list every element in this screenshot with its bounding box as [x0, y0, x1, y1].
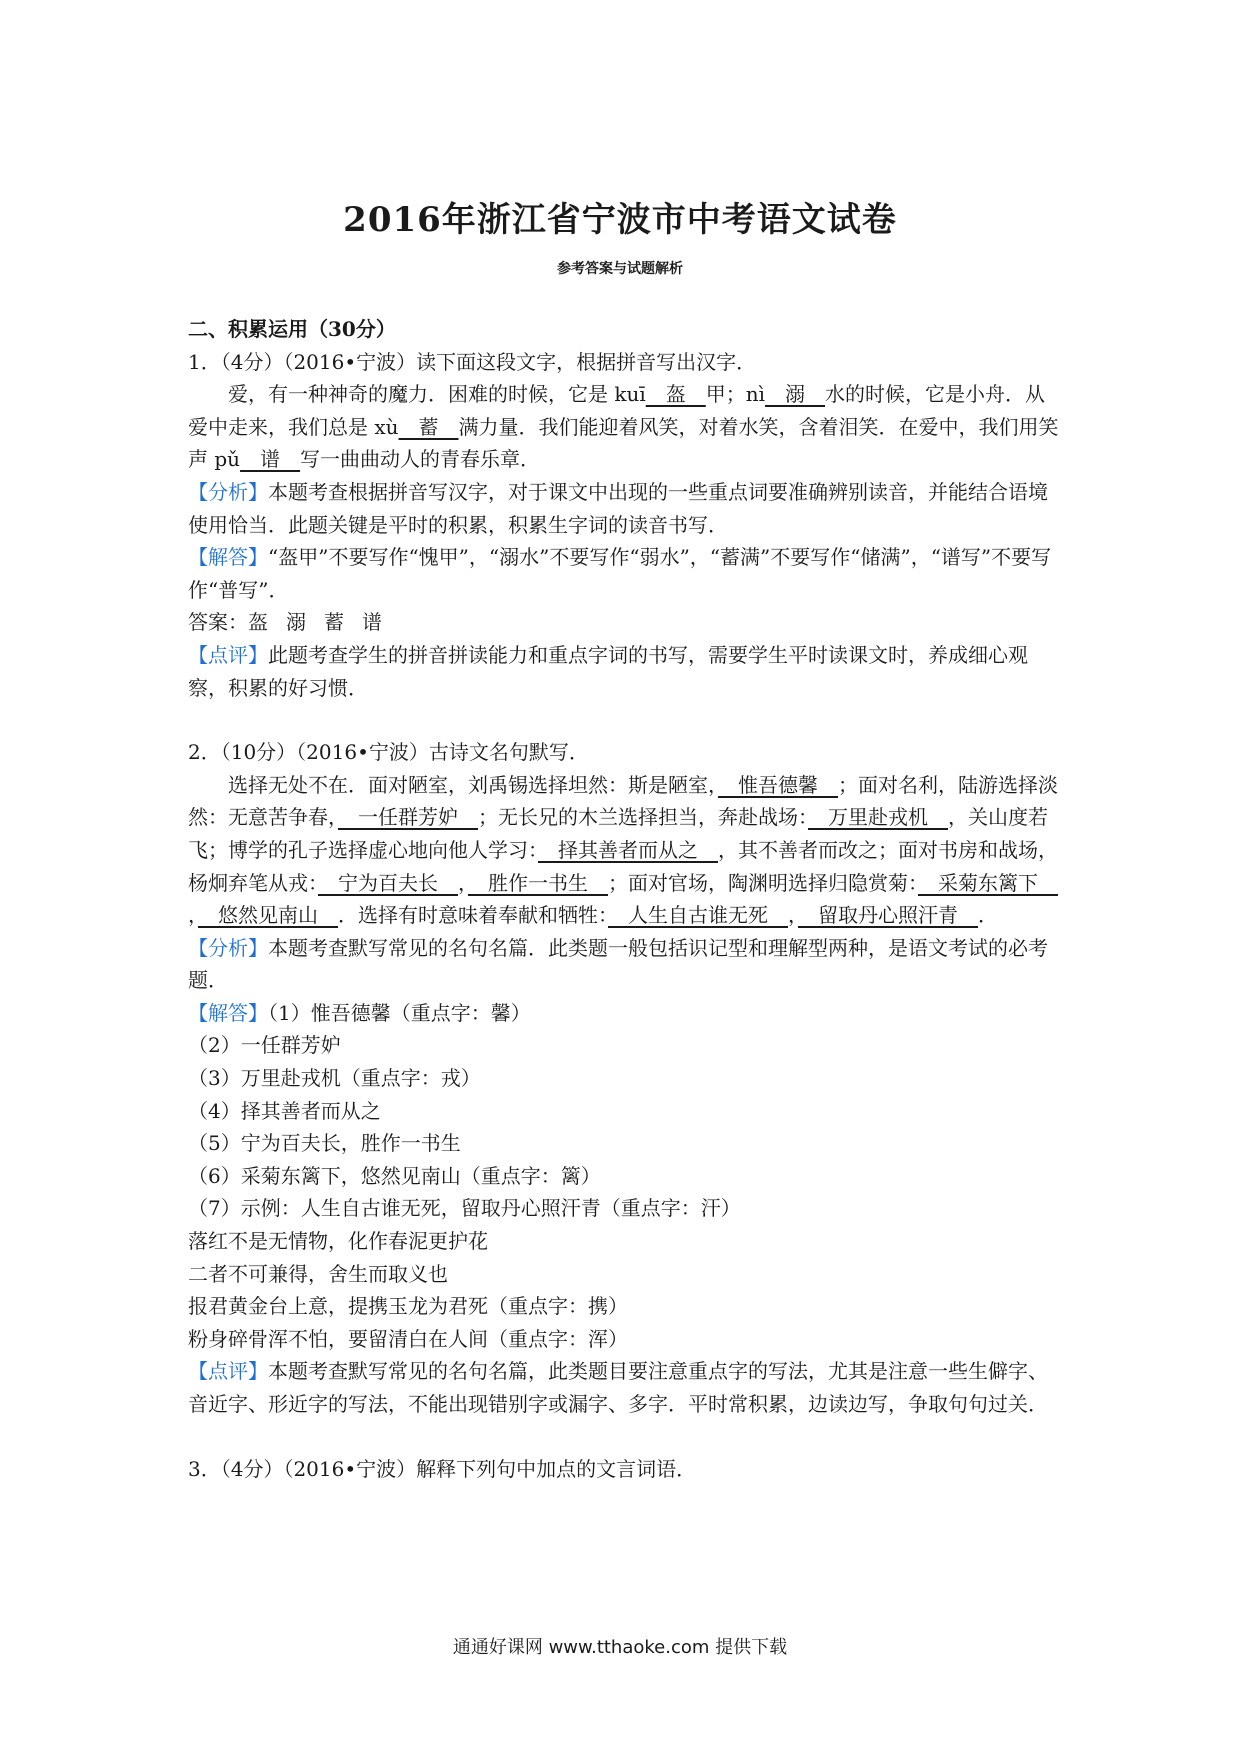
q1-answers	[188, 606, 1060, 639]
q2-text: ；无长兄的木兰选择担当，奔赴战场：	[478, 805, 808, 830]
q1-heading: 1．（4分）（2016•宁波）读下面这段文字，根据拼音写出汉字．	[188, 349, 757, 374]
q2-text: ，	[458, 870, 468, 895]
q2-answer-blank: 择其善者而从之	[538, 837, 718, 862]
q2-passage	[188, 769, 1060, 932]
section-heading: 二、积累运用（30分）	[188, 317, 396, 341]
solution-line: （7）示例：人生自古谁无死，留取丹心照汗青（重点字：汗）	[188, 1196, 741, 1221]
q2-answer-blank: 采菊东篱下	[918, 870, 1058, 895]
q2-answer-blank: 惟吾德馨	[718, 772, 838, 797]
q2-answer-blank: 万里赴戎机	[808, 805, 948, 830]
solution-line: （3）万里赴戎机（重点字：戎）	[188, 1066, 481, 1091]
page-title: 2016年浙江省宁波市中考语文试卷	[343, 200, 897, 240]
analysis-tag: 【分析】	[188, 479, 268, 504]
analysis-text: 本题考查根据拼音写汉字，对于课文中出现的一些重点词要准确辨别读音，并能结合语境使用恰当．此题关键是平时的积累，积累生字词的读音书写．	[188, 479, 1048, 537]
q3-heading: 3．（4分）（2016•宁波）解释下列句中加点的文言词语．	[188, 1456, 697, 1481]
q1-text: 甲；nì	[705, 382, 766, 407]
q2-text: ．	[978, 903, 998, 928]
q1-passage	[188, 378, 1060, 476]
solution-line: 落红不是无情物，化作春泥更护花	[188, 1229, 488, 1254]
solution-line: 二者不可兼得，舍生而取义也	[188, 1261, 448, 1286]
comment-text: 本题考查默写常见的名句名篇，此类题目要注意重点字的写法，尤其是注意一些生僻字、音近字、形近字的写法，不能出现错别字或漏字、多字．平时常积累，边读边写，争取句句过关．	[188, 1359, 1048, 1416]
q2-answer-blank: 宁为百夫长	[318, 870, 458, 895]
analysis-tag: 【分析】	[188, 935, 268, 960]
q2-text: ；面对官场，陶渊明选择归隐赏菊：	[608, 870, 918, 895]
q2-analysis	[188, 932, 1060, 997]
comment-tag: 【点评】	[188, 1359, 268, 1384]
q1-text: 水的时候，它是小舟．从爱中走来，我们总是 xù	[188, 382, 1046, 439]
q2-solution	[188, 997, 1060, 1030]
comment-tag: 【点评】	[188, 642, 268, 667]
q2-comment	[188, 1355, 1060, 1420]
analysis-text: 本题考查默写常见的名句名篇．此类题一般包括识记型和理解型两种，是语文考试的必考题．	[188, 935, 1048, 993]
q1-text: 爱，有一种神奇的魔力．困难的时候，它是 kuī	[228, 382, 646, 407]
q2-answer-blank: 留取丹心照汗青	[798, 903, 978, 928]
spacer	[188, 704, 1060, 736]
q2-text: ，	[188, 903, 198, 928]
q1-text: 写一曲曲动人的青春乐章．	[300, 447, 541, 472]
solution-tag: 【解答】	[188, 545, 268, 570]
solution-tag: 【解答】	[188, 1000, 268, 1025]
q2-answer-blank: 一任群芳妒	[338, 805, 478, 830]
answer-char: 盔	[248, 610, 268, 635]
solution-line: 粉身碎骨浑不怕，要留清白在人间（重点字：浑）	[188, 1326, 628, 1351]
q2-text: ，关山度若飞；博学的孔子选择虚心地向他人学习：	[188, 805, 1048, 862]
q2-answer-blank: 胜作一书生	[468, 870, 608, 895]
spacer	[188, 1421, 1060, 1453]
q2-text: 选择无处不在．面对陋室，刘禹锡选择坦然：斯是陋室，	[228, 772, 718, 797]
answer-char: 谱	[362, 610, 382, 635]
q2-text: ，	[788, 903, 798, 928]
q1-answer-blank: 蓄	[398, 414, 459, 439]
page-footer: 通通好课网 www.tthaoke.com 提供下载	[452, 1637, 788, 1658]
q1-analysis	[188, 476, 1060, 541]
q2-text: ．选择有时意味着奉献和牺牲：	[338, 903, 608, 928]
q1-answer-blank: 溺	[765, 382, 826, 407]
solution-line: （1）惟吾德馨（重点字：馨）	[268, 1000, 531, 1025]
answer-label: 答案：	[188, 610, 248, 635]
q1-comment	[188, 639, 1060, 704]
q1-answer-blank: 盔	[645, 382, 706, 407]
q1-text: 满力量．我们能迎着风笑，对着水笑，含着泪笑．在爱中，我们用笑声 pǔ	[188, 414, 1059, 472]
q1-answer-blank: 谱	[240, 447, 301, 472]
answer-char: 蓄	[324, 610, 344, 635]
document-body	[188, 313, 1060, 1485]
page-subtitle: 参考答案与试题解析	[557, 261, 683, 277]
q2-answer-blank: 悠然见南山	[198, 903, 338, 928]
q1-solution	[188, 541, 1060, 606]
q2-heading: 2．（10分）（2016•宁波）古诗文名句默写．	[188, 740, 589, 765]
solution-line: （2）一任群芳妒	[188, 1033, 341, 1058]
solution-line: 报君黄金台上意，提携玉龙为君死（重点字：携）	[188, 1294, 628, 1319]
q2-answer-blank: 人生自古谁无死	[608, 903, 788, 928]
answer-char: 溺	[286, 610, 306, 635]
q2-text: ；面对名利，陆游选择淡然：无意苦争春，	[188, 772, 1058, 830]
solution-text: “盔甲”不要写作“愧甲”，“溺水”不要写作“弱水”，“蓄满”不要写作“储满”，“谱写”不要写作“普写”．	[188, 545, 1052, 602]
solution-line: （6）采菊东篱下，悠然见南山（重点字：篱）	[188, 1163, 601, 1188]
solution-line: （5）宁为百夫长，胜作一书生	[188, 1131, 461, 1156]
q2-text: ，其不善者而改之；面对书房和战场，杨炯弃笔从戎：	[188, 837, 1058, 895]
solution-line: （4）择其善者而从之	[188, 1098, 381, 1123]
comment-text: 此题考查学生的拼音拼读能力和重点字词的书写，需要学生平时读课文时，养成细心观察，积累的好习惯．	[188, 642, 1028, 700]
